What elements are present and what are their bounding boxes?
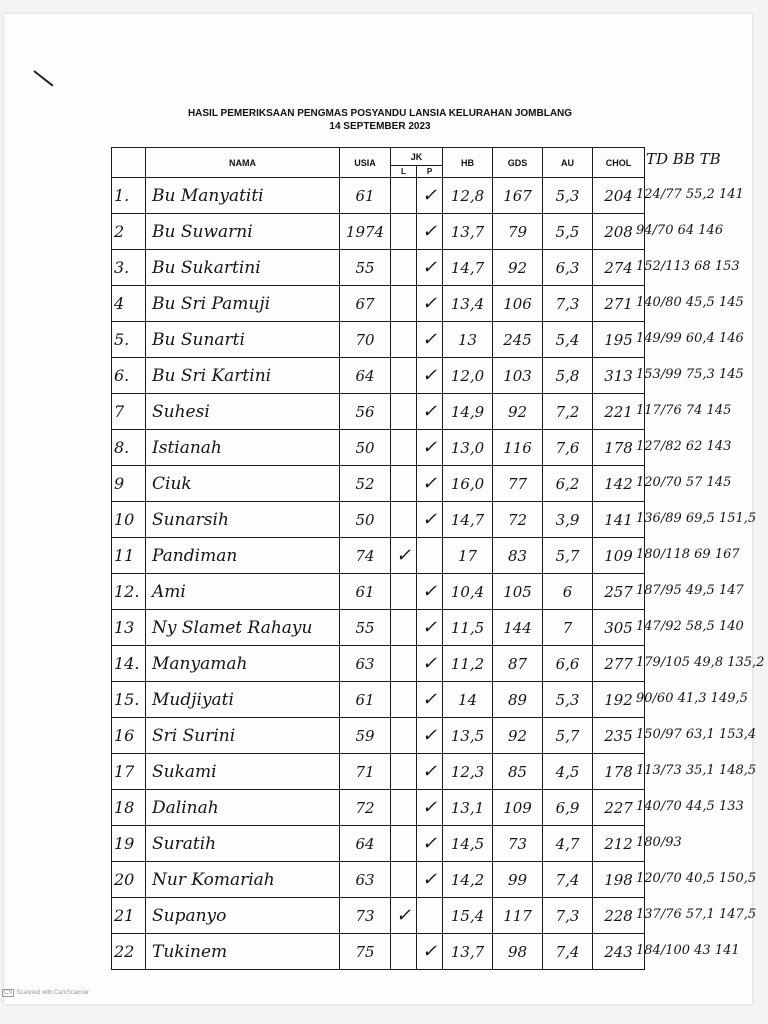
row-number: 3. [112,250,146,286]
row-au: 7,6 [543,430,593,466]
row-jk-l [391,214,417,250]
row-au: 7,3 [543,286,593,322]
document-date: 14 SEPTEMBER 2023 [329,121,431,132]
row-usia: 73 [340,898,391,934]
row-jk-p: ✓ [417,790,443,826]
row-jk-p: ✓ [417,286,443,322]
row-usia: 74 [340,538,391,574]
row-number: 1. [112,178,146,214]
table-row [112,214,645,250]
row-gds: 73 [493,826,543,862]
row-chol: 243 [593,934,645,970]
header-usia: USIA [340,148,391,178]
row-number: 22 [112,934,146,970]
row-jk-p: ✓ [417,754,443,790]
row-number: 8. [112,430,146,466]
row-name: Manyamah [146,646,340,682]
row-jk-l [391,358,417,394]
row-jk-p: ✓ [417,682,443,718]
row-hb: 13,7 [443,214,493,250]
row-name: Bu Sri Kartini [146,358,340,394]
row-number: 13 [112,610,146,646]
row-au: 4,7 [543,826,593,862]
header-p: P [417,166,443,178]
row-name: Bu Manyatiti [146,178,340,214]
row-usia: 1974 [340,214,391,250]
row-chol: 178 [593,754,645,790]
row-number: 7 [112,394,146,430]
row-usia: 64 [340,358,391,394]
row-hb: 13,1 [443,790,493,826]
row-jk-p: ✓ [417,502,443,538]
row-chol: 192 [593,682,645,718]
side-headers: TD BB TB [646,150,721,168]
table-body [112,178,645,970]
row-chol: 271 [593,286,645,322]
row-gds: 92 [493,718,543,754]
camscanner-logo: CS [4,990,13,996]
row-au: 6,6 [543,646,593,682]
row-au: 5,3 [543,682,593,718]
row-jk-p [417,538,443,574]
row-au: 5,7 [543,538,593,574]
row-au: 7,4 [543,934,593,970]
row-number: 17 [112,754,146,790]
row-side-note: 120/70 57 145 [636,475,732,490]
row-jk-p: ✓ [417,610,443,646]
row-number: 20 [112,862,146,898]
row-jk-l [391,754,417,790]
row-name: Bu Sri Pamuji [146,286,340,322]
row-chol: 109 [593,538,645,574]
row-name: Mudjiyati [146,682,340,718]
row-gds: 87 [493,646,543,682]
row-number: 12. [112,574,146,610]
row-usia: 50 [340,430,391,466]
row-name: Suhesi [146,394,340,430]
row-name: Nur Komariah [146,862,340,898]
row-name: Bu Suwarni [146,214,340,250]
row-au: 5,8 [543,358,593,394]
row-jk-p: ✓ [417,646,443,682]
row-hb: 11,2 [443,646,493,682]
table-row [112,790,645,826]
document-title: HASIL PEMERIKSAAN PENGMAS POSYANDU LANSIA KELURAHAN JOMBLANG [187,108,573,119]
row-side-note: 150/97 63,1 153,4 [636,727,757,742]
table-row [112,682,645,718]
row-gds: 92 [493,394,543,430]
row-name: Sukami [146,754,340,790]
row-gds: 116 [493,430,543,466]
row-jk-p: ✓ [417,862,443,898]
row-au: 7,3 [543,898,593,934]
row-jk-l [391,394,417,430]
row-jk-l [391,934,417,970]
row-usia: 61 [340,682,391,718]
row-jk-p: ✓ [417,178,443,214]
row-side-note: 90/60 41,3 149,5 [636,691,748,706]
table-row [112,718,645,754]
row-side-note: 153/99 75,3 145 [636,367,744,382]
header-hb: HB [443,148,493,178]
row-jk-l [391,790,417,826]
row-number: 9 [112,466,146,502]
row-jk-p: ✓ [417,358,443,394]
row-gds: 105 [493,574,543,610]
row-usia: 55 [340,250,391,286]
table-row [112,358,645,394]
header-no [112,148,146,178]
table-row [112,862,645,898]
row-number: 11 [112,538,146,574]
row-side-note: 184/100 43 141 [636,943,740,958]
footer-watermark [2,989,89,997]
row-side-note: 127/82 62 143 [636,439,732,454]
row-au: 7,2 [543,394,593,430]
row-usia: 75 [340,934,391,970]
header-gds: GDS [493,148,543,178]
row-chol: 274 [593,250,645,286]
row-side-note: 187/95 49,5 147 [636,583,744,598]
row-usia: 72 [340,790,391,826]
row-name: Pandiman [146,538,340,574]
row-hb: 14 [443,682,493,718]
row-jk-p: ✓ [417,322,443,358]
row-jk-p: ✓ [417,214,443,250]
row-hb: 12,3 [443,754,493,790]
row-jk-l [391,610,417,646]
row-name: Ciuk [146,466,340,502]
row-gds: 83 [493,538,543,574]
row-hb: 12,0 [443,358,493,394]
row-number: 6. [112,358,146,394]
row-jk-l [391,178,417,214]
row-au: 6,2 [543,466,593,502]
row-usia: 71 [340,754,391,790]
table-row [112,646,645,682]
row-name: Supanyo [146,898,340,934]
row-chol: 305 [593,610,645,646]
table-row [112,286,645,322]
row-gds: 109 [493,790,543,826]
header-chol: CHOL [593,148,645,178]
table-row [112,322,645,358]
table-row [112,394,645,430]
row-side-note: 140/70 44,5 133 [636,799,744,814]
table-row [112,502,645,538]
row-gds: 103 [493,358,543,394]
row-chol: 141 [593,502,645,538]
row-number: 5. [112,322,146,358]
row-chol: 178 [593,430,645,466]
row-jk-l [391,718,417,754]
row-au: 6,9 [543,790,593,826]
row-side-note: 113/73 35,1 148,5 [636,763,757,778]
row-au: 3,9 [543,502,593,538]
row-jk-l [391,682,417,718]
row-usia: 56 [340,394,391,430]
row-chol: 212 [593,826,645,862]
table-row [112,466,645,502]
row-gds: 144 [493,610,543,646]
row-name: Bu Sunarti [146,322,340,358]
row-jk-l [391,430,417,466]
row-number: 16 [112,718,146,754]
row-au: 4,5 [543,754,593,790]
row-number: 4 [112,286,146,322]
footer-text: Scanned with CamScanner [16,990,90,996]
row-hb: 14,5 [443,826,493,862]
row-hb: 13,0 [443,430,493,466]
row-hb: 14,7 [443,250,493,286]
row-hb: 11,5 [443,610,493,646]
row-jk-l: ✓ [391,538,417,574]
row-usia: 61 [340,178,391,214]
row-gds: 245 [493,322,543,358]
row-name: Ny Slamet Rahayu [146,610,340,646]
row-gds: 79 [493,214,543,250]
row-jk-l [391,286,417,322]
row-side-note: 137/76 57,1 147,5 [636,907,757,922]
row-gds: 89 [493,682,543,718]
row-au: 5,4 [543,322,593,358]
row-chol: 195 [593,322,645,358]
row-hb: 10,4 [443,574,493,610]
row-jk-p: ✓ [417,466,443,502]
row-name: Istianah [146,430,340,466]
row-number: 15. [112,682,146,718]
table-row [112,754,645,790]
row-number: 21 [112,898,146,934]
table-row [112,250,645,286]
row-number: 18 [112,790,146,826]
header-nama: NAMA [146,148,340,178]
row-usia: 59 [340,718,391,754]
row-name: Sri Surini [146,718,340,754]
row-chol: 198 [593,862,645,898]
row-chol: 221 [593,394,645,430]
table-row [112,538,645,574]
row-side-note: 179/105 49,8 135,2 [636,655,765,670]
row-side-note: 94/70 64 146 [636,223,724,238]
row-gds: 99 [493,862,543,898]
row-jk-p: ✓ [417,826,443,862]
row-jk-l [391,502,417,538]
row-gds: 117 [493,898,543,934]
row-hb: 15,4 [443,898,493,934]
row-side-note: 147/92 58,5 140 [636,619,744,634]
header-au: AU [543,148,593,178]
row-name: Sunarsih [146,502,340,538]
row-side-note: 140/80 45,5 145 [636,295,744,310]
row-hb: 13,5 [443,718,493,754]
row-side-note: 180/118 69 167 [636,547,740,562]
row-side-note: 120/70 40,5 150,5 [636,871,757,886]
row-side-note: 180/93 [636,835,682,850]
row-side-note: 124/77 55,2 141 [636,187,744,202]
row-side-note: 136/89 69,5 151,5 [636,511,757,526]
row-chol: 228 [593,898,645,934]
row-gds: 85 [493,754,543,790]
row-gds: 167 [493,178,543,214]
row-hb: 16,0 [443,466,493,502]
row-jk-p: ✓ [417,430,443,466]
row-jk-p: ✓ [417,394,443,430]
row-side-note: 117/76 74 145 [636,403,732,418]
row-chol: 313 [593,358,645,394]
row-jk-p: ✓ [417,934,443,970]
row-name: Dalinah [146,790,340,826]
row-chol: 204 [593,178,645,214]
table-row [112,574,645,610]
row-usia: 50 [340,502,391,538]
row-jk-l [391,574,417,610]
results-table [111,147,645,970]
row-usia: 52 [340,466,391,502]
row-usia: 67 [340,286,391,322]
row-usia: 55 [340,610,391,646]
row-au: 5,7 [543,718,593,754]
row-jk-p: ✓ [417,250,443,286]
row-hb: 13,4 [443,286,493,322]
row-jk-l [391,646,417,682]
row-au: 7 [543,610,593,646]
row-hb: 14,9 [443,394,493,430]
table-row [112,898,645,934]
row-chol: 208 [593,214,645,250]
row-jk-l [391,862,417,898]
row-usia: 61 [340,574,391,610]
row-hb: 13 [443,322,493,358]
row-usia: 70 [340,322,391,358]
table-row [112,934,645,970]
row-number: 10 [112,502,146,538]
row-au: 5,5 [543,214,593,250]
table-row [112,610,645,646]
row-au: 7,4 [543,862,593,898]
row-number: 2 [112,214,146,250]
row-jk-l [391,466,417,502]
row-gds: 72 [493,502,543,538]
row-number: 19 [112,826,146,862]
header-l: L [391,166,417,178]
row-au: 6 [543,574,593,610]
row-hb: 17 [443,538,493,574]
row-gds: 98 [493,934,543,970]
row-jk-p: ✓ [417,574,443,610]
row-name: Bu Sukartini [146,250,340,286]
row-chol: 257 [593,574,645,610]
row-usia: 63 [340,862,391,898]
row-gds: 92 [493,250,543,286]
row-number: 14. [112,646,146,682]
row-chol: 235 [593,718,645,754]
table-row [112,826,645,862]
row-au: 6,3 [543,250,593,286]
row-usia: 63 [340,646,391,682]
row-hb: 13,7 [443,934,493,970]
row-hb: 14,2 [443,862,493,898]
row-hb: 14,7 [443,502,493,538]
row-gds: 106 [493,286,543,322]
row-usia: 64 [340,826,391,862]
row-chol: 227 [593,790,645,826]
header-jk: JK [391,148,443,166]
row-name: Ami [146,574,340,610]
row-name: Suratih [146,826,340,862]
table-row [112,178,645,214]
row-jk-l: ✓ [391,898,417,934]
row-jk-p: ✓ [417,718,443,754]
row-jk-l [391,250,417,286]
row-chol: 142 [593,466,645,502]
row-chol: 277 [593,646,645,682]
row-hb: 12,8 [443,178,493,214]
row-side-note: 149/99 60,4 146 [636,331,744,346]
row-side-note: 152/113 68 153 [636,259,740,274]
row-gds: 77 [493,466,543,502]
row-name: Tukinem [146,934,340,970]
row-au: 5,3 [543,178,593,214]
row-jk-l [391,826,417,862]
table-row [112,430,645,466]
row-jk-p [417,898,443,934]
row-jk-l [391,322,417,358]
